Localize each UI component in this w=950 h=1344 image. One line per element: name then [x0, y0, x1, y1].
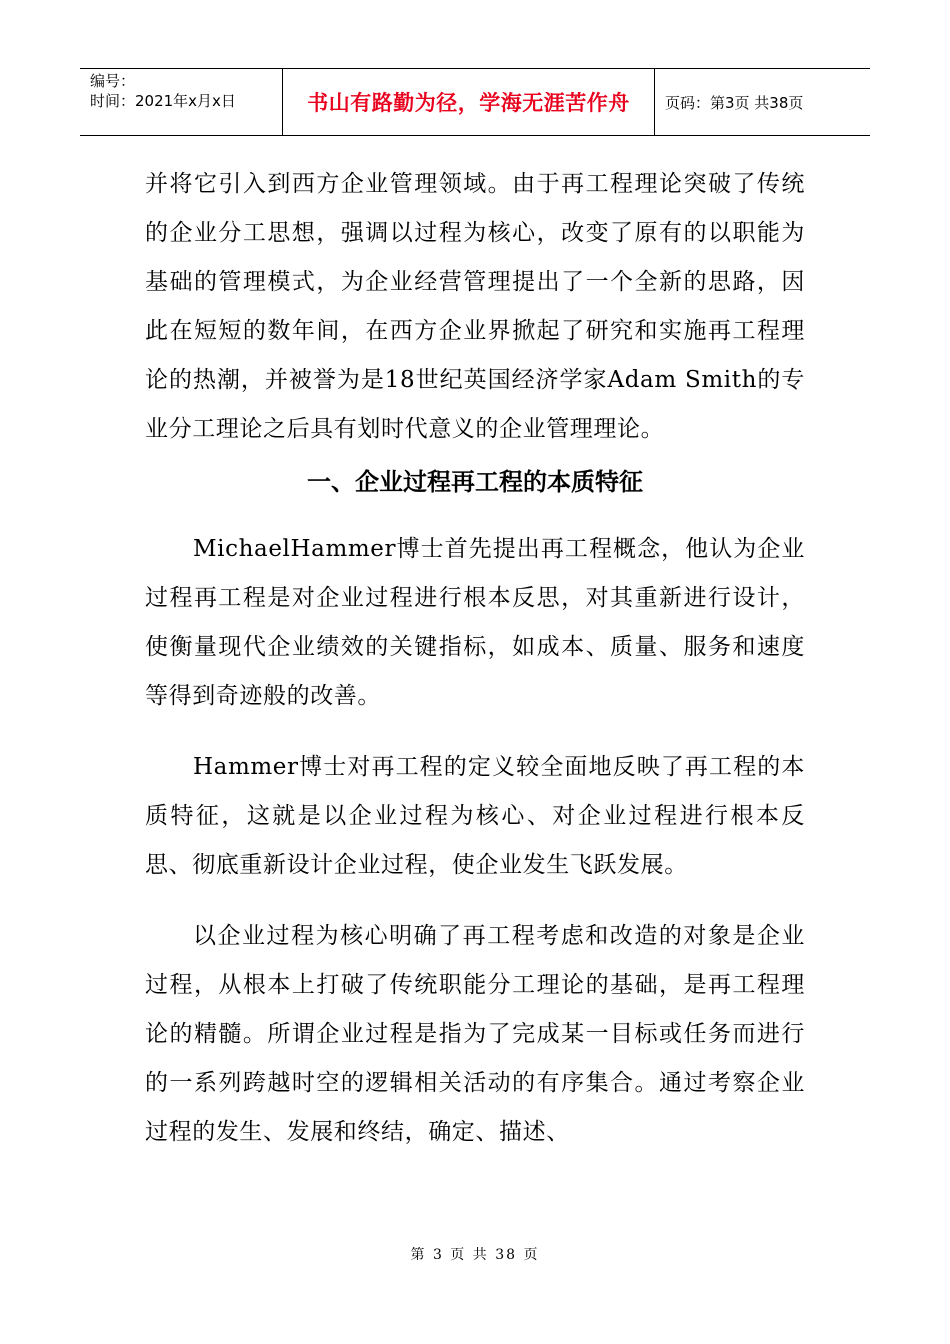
document-number-label: 编号： [90, 72, 136, 90]
header-meta [80, 69, 283, 135]
page-header [80, 68, 870, 136]
paragraph-4: 以企业过程为核心明确了再工程考虑和改造的对象是企业过程，从根本上打破了传统职能分工理论的基础，是再工程理论的精髓。所谓企业过程是指为了完成某一目标或任务而进行的一系列跨越时空的逻辑相关活动的有序集合。通过考察企业过程的发生、发展和终结，确定、描述、 [145, 923, 805, 1145]
document-time-label: 时间：2021年x月x日 [90, 92, 236, 110]
paragraph-3: Hammer博士对再工程的定义较全面地反映了再工程的本质特征，这就是以企业过程为核心、对企业过程进行根本反思、彻底重新设计企业过程，使企业发生飞跃发展。 [145, 754, 805, 878]
paragraph-1: 并将它引入到西方企业管理领域。由于再工程理论突破了传统的企业分工思想，强调以过程为核心，改变了原有的以职能为基础的管理模式，为企业经营管理提出了一个全新的思路，因此在短短的数年间，在西方企业界掀起了研究和实施再工程理论的热潮，并被誉为是18世纪英国经济学家Adam Smith的专业分工理论之后具有划时代意义的企业管理理论。 [145, 171, 805, 442]
paragraph-2: MichaelHammer博士首先提出再工程概念，他认为企业过程再工程是对企业过程进行根本反思，对其重新进行设计，使衡量现代企业绩效的关键指标，如成本、质量、服务和速度等得到奇迹般的改善。 [145, 536, 805, 709]
document-body [145, 160, 805, 1157]
section-heading: 一、企业过程再工程的本质特征 [307, 468, 643, 496]
header-page-info: 页码：第3页 共38页 [665, 93, 804, 112]
header-motto: 书山有路勤为径，学海无涯苦作舟 [283, 69, 655, 135]
page-footer: 第 3 页 共 38 页 [410, 1247, 540, 1263]
